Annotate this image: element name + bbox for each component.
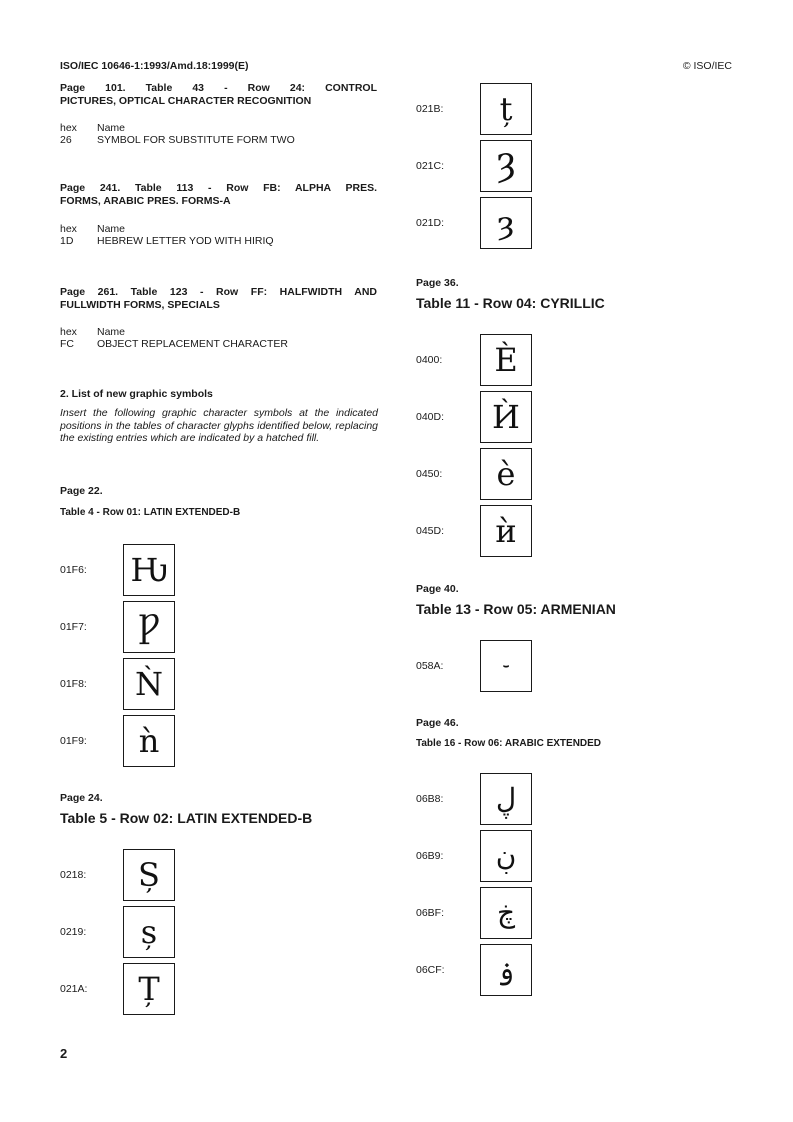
page-label: Page 40.: [416, 583, 459, 595]
code-point: 021D:: [416, 217, 445, 229]
intro-paragraph: Insert the following graphic character symbols at the indicated positions in the tables of character glyphs identified below, replacing the existing entries which are indicated by a hatched fill.: [60, 407, 378, 444]
glyph-box: ڹ: [480, 830, 532, 882]
glyph-entry: [60, 715, 200, 767]
glyph-entry: [416, 830, 556, 882]
code-point: 01F9:: [60, 735, 87, 747]
glyph-entry: [60, 963, 200, 1015]
code-point: 058A:: [416, 660, 444, 672]
glyph-box: Ѝ: [480, 391, 532, 443]
table-label: Table 4 - Row 01: LATIN EXTENDED-B: [60, 507, 241, 518]
glyph-entry: [60, 658, 200, 710]
glyph-box: ڿ: [480, 887, 532, 939]
glyph-box: Ț: [123, 963, 175, 1015]
entry-row: 26 SYMBOL FOR SUBSTITUTE FORM TWO: [60, 134, 295, 146]
glyph-box: ș: [123, 906, 175, 958]
glyph-entry: [60, 544, 200, 596]
code-point: 06B9:: [416, 850, 444, 862]
code-point: 06BF:: [416, 907, 445, 919]
section-title: FULLWIDTH FORMS, SPECIALS: [60, 299, 220, 311]
page-number: 2: [60, 1046, 68, 1061]
glyph-entry: [60, 849, 200, 901]
glyph-box: Ǹ: [123, 658, 175, 710]
glyph-entry: [416, 83, 556, 135]
glyph-box: Ƕ: [123, 544, 175, 596]
code-point: 040D:: [416, 411, 445, 423]
glyph-entry: [416, 140, 556, 192]
column-headers: hex Name: [60, 223, 126, 235]
code-point: 021B:: [416, 103, 444, 115]
code-point: 06B8:: [416, 793, 444, 805]
glyph-box: Ƿ: [123, 601, 175, 653]
entry-row: 1D HEBREW LETTER YOD WITH HIRIQ: [60, 235, 274, 247]
glyph-box: ȝ: [480, 197, 532, 249]
table-label: Table 5 - Row 02: LATIN EXTENDED-B: [60, 810, 313, 826]
code-point: 045D:: [416, 525, 445, 537]
glyph-box: ѝ: [480, 505, 532, 557]
code-point: 0219:: [60, 926, 87, 938]
code-point: 0218:: [60, 869, 87, 881]
glyph-entry: [60, 906, 200, 958]
glyph-box: ț: [480, 83, 532, 135]
glyph-box: ڸ: [480, 773, 532, 825]
glyph-entry: [416, 334, 556, 386]
glyph-box: Ѐ: [480, 334, 532, 386]
code-point: 01F6:: [60, 564, 87, 576]
page-label: Page 22.: [60, 485, 103, 497]
code-point: 0400:: [416, 354, 443, 366]
column-headers: hex Name: [60, 122, 126, 134]
code-point: 0450:: [416, 468, 443, 480]
glyph-entry: [416, 391, 556, 443]
section-title: Page 241. Table 113 - Row FB: ALPHA PRES.: [60, 182, 377, 194]
copyright-notice: © ISO/IEC: [682, 60, 732, 72]
entry-row: FC OBJECT REPLACEMENT CHARACTER: [60, 338, 288, 350]
document-id: ISO/IEC 10646-1:1993/Amd.18:1999(E): [60, 60, 249, 72]
code-point: 01F7:: [60, 621, 87, 633]
code-point: 01F8:: [60, 678, 87, 690]
glyph-entry: [416, 640, 556, 692]
glyph-box: Ȝ: [480, 140, 532, 192]
glyph-box: ǹ: [123, 715, 175, 767]
code-point: 06CF:: [416, 964, 445, 976]
code-point: 021A:: [60, 983, 88, 995]
section-title: Page 101. Table 43 - Row 24: CONTROL: [60, 82, 377, 94]
glyph-box: ѐ: [480, 448, 532, 500]
table-label: Table 16 - Row 06: ARABIC EXTENDED: [416, 738, 602, 749]
column-headers: hex Name: [60, 326, 126, 338]
glyph-entry: [60, 601, 200, 653]
glyph-entry: [416, 944, 556, 996]
glyph-entry: [416, 448, 556, 500]
section-title: Page 261. Table 123 - Row FF: HALFWIDTH AND: [60, 286, 377, 298]
section-title: PICTURES, OPTICAL CHARACTER RECOGNITION: [60, 95, 312, 107]
glyph-entry: [416, 887, 556, 939]
table-label: Table 11 - Row 04: CYRILLIC: [416, 295, 605, 311]
section-title: FORMS, ARABIC PRES. FORMS-A: [60, 195, 231, 207]
code-point: 021C:: [416, 160, 445, 172]
list-heading: 2. List of new graphic symbols: [60, 388, 213, 400]
glyph-entry: [416, 773, 556, 825]
page-label: Page 24.: [60, 792, 103, 804]
glyph-box: ֊: [480, 640, 532, 692]
glyph-box: ۏ: [480, 944, 532, 996]
page-label: Page 46.: [416, 717, 459, 729]
table-label: Table 13 - Row 05: ARMENIAN: [416, 601, 616, 617]
page-label: Page 36.: [416, 277, 459, 289]
glyph-entry: [416, 505, 556, 557]
glyph-entry: [416, 197, 556, 249]
glyph-box: Ș: [123, 849, 175, 901]
